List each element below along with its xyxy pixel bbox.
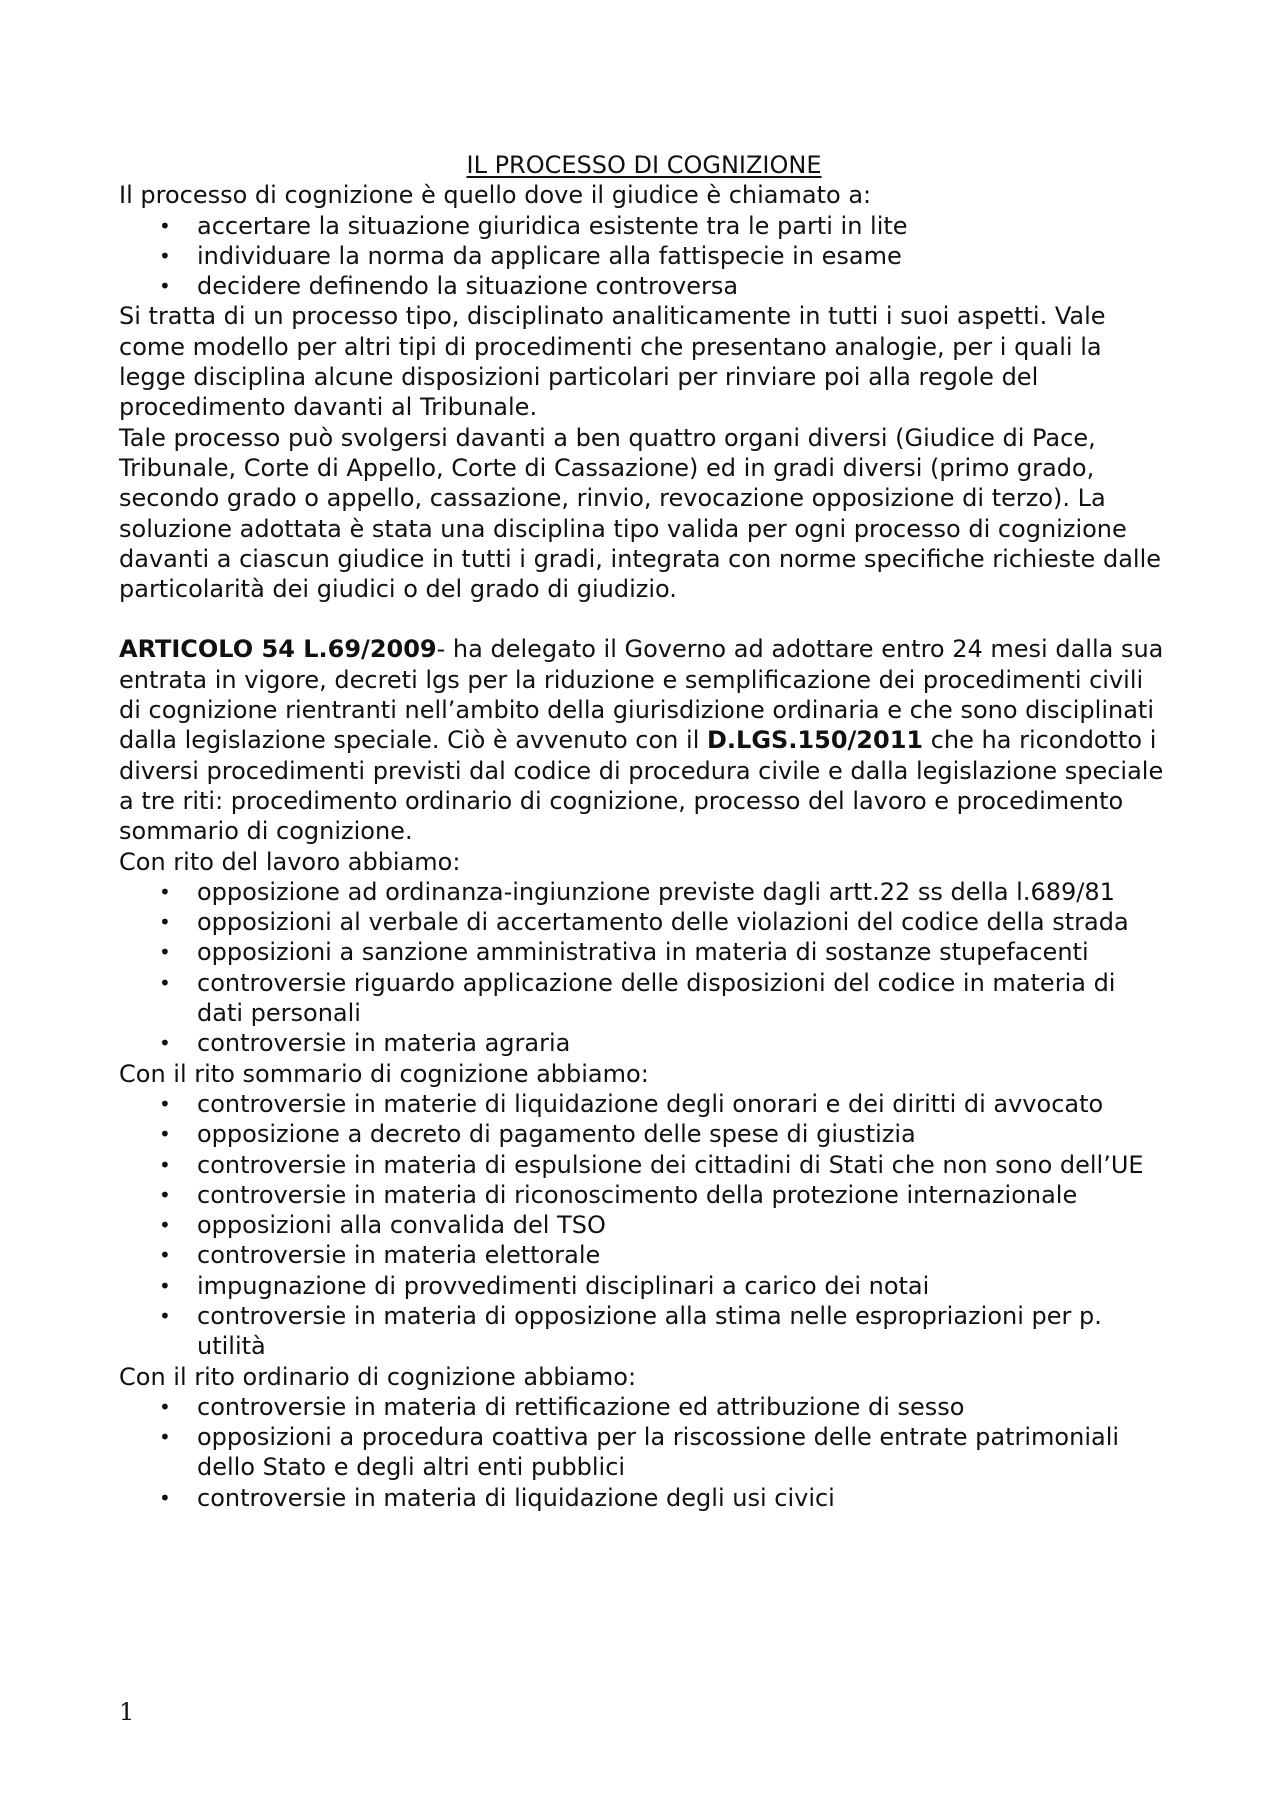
article-paragraph bbox=[119, 634, 1169, 846]
lavoro-heading: Con rito del lavoro abbiamo: bbox=[119, 847, 461, 876]
paragraph-process-type: Si tratta di un processo tipo, disciplinato analiticamente in tutti i suoi aspetti. Vale come modello per altri tipi di procedimenti che presentano analogie, per i quali la legge disciplina alcune disposizioni particolari per rinviare poi alla regole del procedimento davanti al Tribunale. bbox=[119, 302, 1106, 422]
list-item: • controversie in materia di opposizione alla stima nelle espropriazioni per p. utilità bbox=[119, 1301, 1169, 1362]
list-item: • controversie in materie di liquidazione degli onorari e dei diritti di avvocato bbox=[119, 1089, 1169, 1119]
page-title-text: IL PROCESSO DI COGNIZIONE bbox=[466, 151, 822, 179]
article-heading: ARTICOLO 54 L.69/2009 bbox=[119, 635, 437, 664]
article-text-2: che ha ricondotto i diversi procedimenti previsti dal codice di procedura civile e dalla legislazione speciale a tre riti: procedimento ordinario di cognizione, processo del lavoro e procedimento sommario di cognizione. bbox=[119, 726, 1164, 846]
ordinario-heading: Con il rito ordinario di cognizione abbiamo: bbox=[119, 1362, 637, 1391]
lavoro-list bbox=[119, 877, 1169, 1059]
decree-reference: D.LGS.150/2011 bbox=[707, 726, 924, 755]
list-item: • impugnazione di provvedimenti disciplinari a carico dei notai bbox=[119, 1271, 1169, 1301]
article-text-1: - ha delegato il Governo ad adottare entro 24 mesi dalla sua entrata in vigore, decreti lgs per la riduzione e semplificazione dei procedimenti civili di cognizione rientranti nell’ambito della giurisdizione ordinaria e che sono disciplinati dalla legislazione speciale. Ciò è avvenuto con il bbox=[119, 635, 1164, 755]
list-item: • opposizioni al verbale di accertamento delle violazioni del codice della strada bbox=[119, 907, 1169, 937]
ordinario-list bbox=[119, 1392, 1169, 1513]
list-item: • controversie riguardo applicazione delle disposizioni del codice in materia di dati personali bbox=[119, 968, 1169, 1029]
list-item: • controversie in materia di rettificazione ed attribuzione di sesso bbox=[119, 1392, 1169, 1422]
list-item: • opposizioni alla convalida del TSO bbox=[119, 1210, 1169, 1240]
list-item: • opposizione a decreto di pagamento delle spese di giustizia bbox=[119, 1119, 1169, 1149]
list-item: • decidere definendo la situazione controversa bbox=[119, 271, 1169, 301]
intro-text: Il processo di cognizione è quello dove il giudice è chiamato a: bbox=[119, 181, 872, 210]
list-item: • controversie in materia agraria bbox=[119, 1028, 1169, 1058]
sommario-heading: Con il rito sommario di cognizione abbiamo: bbox=[119, 1059, 649, 1088]
sommario-list bbox=[119, 1089, 1169, 1362]
document-body bbox=[119, 150, 1169, 1513]
paragraph-spacer bbox=[119, 604, 1169, 634]
list-item: • controversie in materia elettorale bbox=[119, 1240, 1169, 1270]
list-item: • controversie in materia di liquidazione degli usi civici bbox=[119, 1483, 1169, 1513]
list-item: • opposizione ad ordinanza-ingiunzione previste dagli artt.22 ss della l.689/81 bbox=[119, 877, 1169, 907]
page-number: 1 bbox=[119, 1698, 135, 1726]
intro-list bbox=[119, 211, 1169, 302]
page-title bbox=[119, 150, 1169, 180]
list-item: • controversie in materia di espulsione dei cittadini di Stati che non sono dell’UE bbox=[119, 1150, 1169, 1180]
paragraph-organs: Tale processo può svolgersi davanti a ben quattro organi diversi (Giudice di Pace, Tribunale, Corte di Appello, Corte di Cassazione) ed in gradi diversi (primo grado, secondo grado o appello, cassazione, rinvio, revocazione opposizione di terzo). La soluzione adottata è stata una disciplina tipo valida per ogni processo di cognizione davanti a ciascun giudice in tutti i gradi, integrata con norme specifiche richieste dalle particolarità dei giudici o del grado di giudizio. bbox=[119, 423, 1161, 604]
list-item: • opposizioni a sanzione amministrativa in materia di sostanze stupefacenti bbox=[119, 937, 1169, 967]
list-item: • individuare la norma da applicare alla fattispecie in esame bbox=[119, 241, 1169, 271]
list-item: • controversie in materia di riconoscimento della protezione internazionale bbox=[119, 1180, 1169, 1210]
list-item: • opposizioni a procedura coattiva per la riscossione delle entrate patrimoniali dello Stato e degli altri enti pubblici bbox=[119, 1422, 1169, 1483]
list-item: • accertare la situazione giuridica esistente tra le parti in lite bbox=[119, 211, 1169, 241]
